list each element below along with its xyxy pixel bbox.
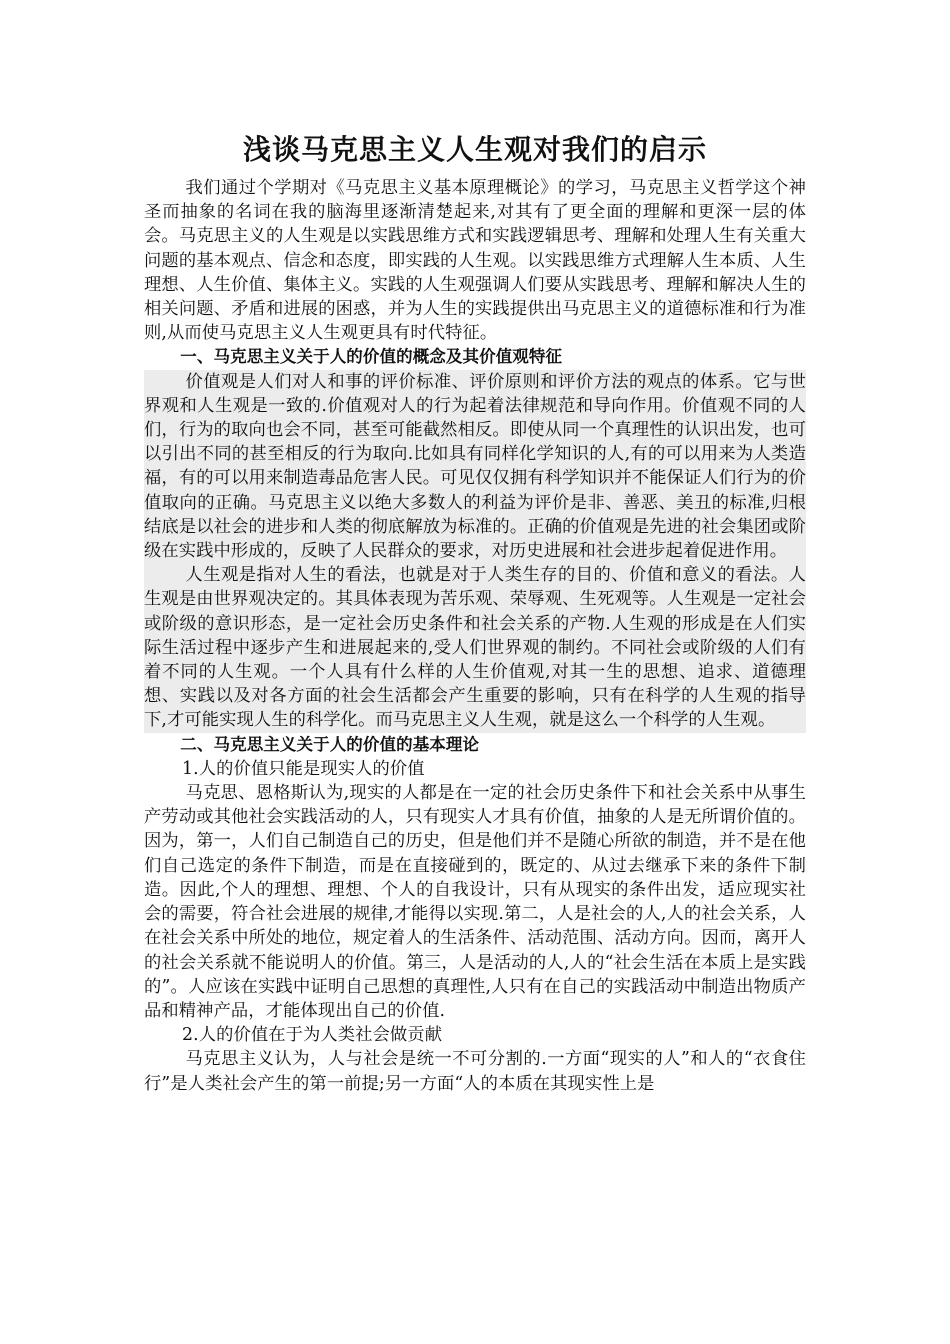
section1-paragraph-outlook: 人生观是指对人生的看法，也就是对于人类生存的目的、价值和意义的看法。人生观是由世界观决定的。其具体表现为苦乐观、荣辱观、生死观等。人生观是一定社会或阶级的意识形态，是一定社会历史条件和社会关系的产物.人生观的形成是在人们实际生活过程中逐步产生和进展起来的,受人们世界观的制约。不同社会或阶级的人们有着不同的人生观。一个人具有什么样的人生价值观,对其一生的思想、追求、道德理想、实践以及对各方面的社会生活都会产生重要的影响，只有在科学的人生观的指导下,才可能实现人生的科学化。而马克思主义人生观，就是这么一个科学的人生观。	[144, 565, 806, 731]
document-title: 浅谈马克思主义人生观对我们的启示	[242, 133, 707, 166]
section1-heading: 一、马克思主义关于人的价值的概念及其价值观特征	[180, 347, 563, 367]
section2-heading: 二、马克思主义关于人的价值的基本理论	[180, 734, 480, 754]
section1-paragraph-values: 价值观是人们对人和事的评价标准、评价原则和评价方法的观点的体系。它与世界观和人生观是一致的.价值观对人的行为起着法律规范和导向作用。价值观不同的人们，行为的取向也会不同，甚至可能截然相反。即使从同一个真理性的认识出发，也可以引出不同的甚至相反的行为取向.比如具有同样化学知识的人,有的可以用来为人类造福，有的可以用来制造毒品危害人民。可见仅仅拥有科学知识并不能保证人们行为的价值取向的正确。马克思主义以绝大多数人的利益为评价是非、善恶、美丑的标准,归根结底是以社会的进步和人类的彻底解放为标准的。正确的价值观是先进的社会集团或阶级在实践中形成的，反映了人民群众的要求，对历史进展和社会进步起着促进作用。	[144, 371, 806, 562]
subsection2-paragraph: 马克思主义认为，人与社会是统一不可分割的.一方面“现实的人”和人的“衣食住行”是人类社会产生的第一前提;另一方面“人的本质在其现实性上是	[144, 1049, 806, 1094]
document-page	[144, 128, 806, 1096]
highlighted-block	[144, 370, 806, 733]
subsection1-paragraph: 马克思、恩格斯认为,现实的人都是在一定的社会历史条件下和社会关系中从事生产劳动或其他社会实践活动的人，只有现实人才具有价值，抽象的人是无所谓价值的。因为，第一，人们自己制造自己的历史，但是他们并不是随心所欲的制造，并不是在他们自己选定的条件下制造，而是在直接碰到的，既定的、从过去继承下来的条件下制造。因此,个人的理想、理想、个人的自我设计，只有从现实的条件出发，适应现实社会的需要，符合社会进展的规律,才能得以实现.第二，人是社会的人,人的社会关系，人在社会关系中所处的地位，规定着人的生活条件、活动范围、活动方向。因而，离开人的社会关系就不能说明人的价值。第三，人是活动的人,人的“社会生活在本质上是实践的”。人应该在实践中证明自己思想的真理性,人只有在自己的实践活动中制造出物质产品和精神产品，才能体现出自己的价值.	[144, 783, 806, 1021]
intro-paragraph: 我们通过个学期对《马克思主义基本原理概论》的学习，马克思主义哲学这个神圣而抽象的名词在我的脑海里逐渐清楚起来,对其有了更全面的理解和更深一层的体会。马克思主义的人生观是以实践思维方式和实践逻辑思考、理解和处理人生有关重大问题的基本观点、信念和态度，即实践的人生观。以实践思维方式理解人生本质、人生理想、人生价值、集体主义。实践的人生观强调人们要从实践思考、理解和解决人生的相关问题、矛盾和进展的困惑，并为人生的实践提供出马克思主义的道德标准和行为准则,从而使马克思主义人生观更具有时代特征。	[144, 178, 806, 344]
subsection2-heading: 2.人的价值在于为人类社会做贡献	[182, 1025, 443, 1046]
subsection1-heading: 1.人的价值只能是现实人的价值	[182, 758, 425, 779]
